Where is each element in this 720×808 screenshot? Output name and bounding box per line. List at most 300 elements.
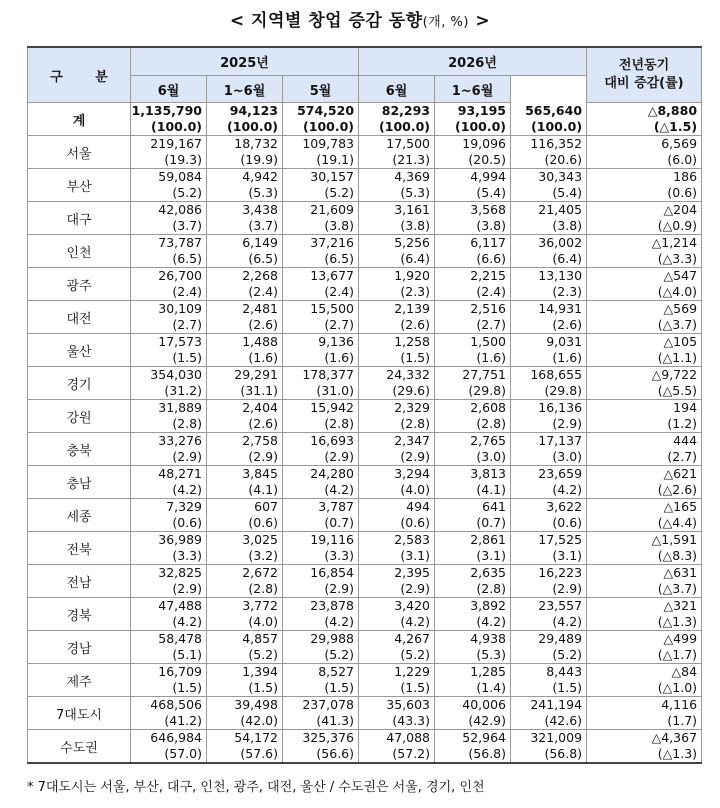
share-value: (2.9) [248, 449, 278, 464]
share-value: (41.2) [164, 713, 202, 728]
share-value: (2.4) [476, 284, 507, 299]
table-row [28, 169, 702, 202]
region-name: 대구 [28, 202, 131, 235]
table-row [28, 730, 702, 764]
value-cell [207, 697, 283, 730]
count-value: 2,672 [242, 565, 278, 580]
value-cell [283, 400, 359, 433]
count-value: 4,994 [470, 169, 507, 184]
share-value: (1.4) [476, 680, 507, 695]
share-value: (100.0) [455, 119, 507, 134]
count-value: 19,116 [310, 532, 355, 547]
value-cell [131, 598, 207, 631]
value-cell [283, 367, 359, 400]
table-body [28, 103, 702, 764]
share-value: (3.0) [552, 449, 583, 464]
share-value: (41.3) [316, 713, 355, 728]
value-cell [283, 334, 359, 367]
count-value: 2,765 [470, 433, 507, 448]
region-name: 인천 [28, 235, 131, 268]
value-cell [587, 268, 702, 301]
count-value: △569 [663, 301, 698, 316]
share-value: (2.9) [400, 449, 431, 464]
count-value: 219,167 [150, 136, 202, 151]
count-value: 6,117 [470, 235, 507, 250]
share-value: (19.9) [240, 152, 278, 167]
share-value: (3.8) [400, 218, 431, 233]
share-value: (4.2) [476, 614, 507, 629]
count-value: 565,640 [525, 102, 583, 118]
table-row [28, 136, 702, 169]
value-cell [207, 730, 283, 764]
value-cell [131, 565, 207, 598]
share-value: (100.0) [531, 118, 583, 134]
share-value: (5.3) [400, 185, 431, 200]
share-value: (43.3) [392, 713, 431, 728]
value-cell [131, 433, 207, 466]
header-change-line1: 전년동기 [618, 58, 670, 73]
value-cell [587, 532, 702, 565]
count-value: 2,395 [394, 565, 431, 580]
share-value: (1.5) [248, 680, 278, 695]
value-cell [435, 235, 511, 268]
count-value: 42,086 [158, 202, 202, 217]
value-cell [283, 169, 359, 202]
count-value: 178,377 [302, 367, 355, 382]
title-main: < 지역별 창업 증감 동향 [229, 11, 423, 31]
value-cell [511, 136, 587, 169]
count-value: 94,123 [229, 103, 278, 118]
share-value: (3.7) [248, 218, 278, 233]
share-value: (100.0) [303, 119, 355, 134]
value-cell [359, 565, 435, 598]
share-value: (5.1) [172, 647, 202, 662]
share-value: (3.1) [552, 548, 583, 563]
count-value: 16,223 [538, 565, 583, 580]
share-value: (2.7) [172, 317, 202, 332]
count-value: 32,825 [158, 565, 202, 580]
table-row [28, 631, 702, 664]
value-cell [207, 235, 283, 268]
share-value: (5.3) [248, 185, 278, 200]
table-row [28, 433, 702, 466]
value-cell [587, 367, 702, 400]
share-value: (2.7) [667, 449, 698, 464]
value-cell [587, 565, 702, 598]
share-value: (2.4) [324, 284, 355, 299]
count-value: 30,109 [158, 301, 202, 316]
share-value: (6.0) [667, 152, 698, 167]
share-value: (31.1) [240, 383, 278, 398]
value-cell [207, 598, 283, 631]
share-value: (△1.1) [657, 350, 698, 365]
value-cell [359, 400, 435, 433]
table-row [28, 466, 702, 499]
count-value: 17,137 [538, 433, 583, 448]
share-value: (2.3) [552, 284, 583, 299]
value-cell [359, 268, 435, 301]
value-cell [511, 499, 587, 532]
count-value: 9,031 [546, 334, 583, 349]
count-value: 4,267 [394, 631, 431, 646]
count-value: 2,481 [242, 301, 278, 316]
value-cell [131, 235, 207, 268]
count-value: 36,002 [538, 235, 583, 250]
value-cell [435, 334, 511, 367]
share-value: (6.4) [400, 251, 431, 266]
count-value: 241,194 [530, 697, 583, 712]
share-value: (2.9) [172, 581, 202, 596]
title-close: > [468, 11, 491, 31]
value-cell [207, 136, 283, 169]
share-value: (6.6) [476, 251, 507, 266]
count-value: 33,276 [158, 433, 202, 448]
share-value: (19.3) [164, 152, 202, 167]
value-cell [359, 532, 435, 565]
share-value: (56.8) [468, 746, 507, 761]
share-value: (△1.7) [657, 647, 698, 662]
count-value: 2,516 [470, 301, 507, 316]
value-cell [207, 466, 283, 499]
count-value: 31,889 [158, 400, 202, 415]
value-cell [131, 631, 207, 664]
count-value: 4,116 [661, 697, 698, 712]
count-value: 73,787 [158, 235, 202, 250]
share-value: (57.0) [164, 746, 202, 761]
table-row [28, 400, 702, 433]
value-cell [131, 730, 207, 764]
share-value: (1.5) [400, 350, 431, 365]
count-value: 3,772 [242, 598, 278, 613]
count-value: 2,635 [470, 565, 507, 580]
region-name: 대전 [28, 301, 131, 334]
count-value: 1,135,790 [131, 103, 202, 118]
share-value: (2.9) [324, 449, 355, 464]
count-value: 23,659 [538, 466, 583, 481]
share-value: (3.0) [476, 449, 507, 464]
count-value: 16,693 [310, 433, 355, 448]
value-cell [587, 697, 702, 730]
count-value: 6,569 [661, 136, 698, 151]
value-cell [435, 532, 511, 565]
value-cell [359, 202, 435, 235]
value-cell [283, 532, 359, 565]
count-value: 2,608 [470, 400, 507, 415]
count-value: 1,920 [394, 268, 431, 283]
count-value: 646,984 [150, 730, 202, 745]
share-value: (0.6) [552, 515, 583, 530]
share-value: (2.6) [248, 416, 278, 431]
value-cell [587, 433, 702, 466]
value-cell [511, 301, 587, 334]
value-cell [587, 664, 702, 697]
count-value: 109,783 [302, 136, 355, 151]
startup-region-table [27, 46, 702, 764]
count-value: 494 [406, 499, 431, 514]
value-cell [283, 598, 359, 631]
share-value: (3.1) [400, 548, 431, 563]
value-cell [435, 400, 511, 433]
table-row [28, 103, 702, 136]
region-name: 충북 [28, 433, 131, 466]
count-value: 17,573 [158, 334, 202, 349]
region-name: 세종 [28, 499, 131, 532]
share-value: (2.4) [172, 284, 202, 299]
value-cell [207, 499, 283, 532]
table-row [28, 301, 702, 334]
count-value: 5,256 [394, 235, 431, 250]
count-value: 30,343 [538, 169, 583, 184]
share-value: (2.3) [400, 284, 431, 299]
count-value: 3,025 [242, 532, 278, 547]
share-value: (5.4) [552, 185, 583, 200]
share-value: (3.8) [324, 218, 355, 233]
count-value: △105 [663, 334, 698, 349]
header-2026-jun: 6월 [359, 76, 435, 103]
share-value: (3.8) [552, 218, 583, 233]
count-value: 36,989 [158, 532, 202, 547]
value-cell [359, 367, 435, 400]
count-value: 48,271 [158, 466, 202, 481]
count-value: 116,352 [530, 136, 583, 151]
count-value: 14,931 [538, 301, 583, 316]
value-cell [587, 730, 702, 764]
region-name: 광주 [28, 268, 131, 301]
share-value: (2.4) [248, 284, 278, 299]
count-value: 29,988 [310, 631, 355, 646]
region-name: 수도권 [28, 730, 131, 764]
share-value: (100.0) [379, 119, 431, 134]
value-cell [511, 433, 587, 466]
share-value: (2.8) [400, 416, 431, 431]
value-cell [207, 433, 283, 466]
share-value: (5.2) [552, 647, 583, 662]
share-value: (△0.9) [657, 218, 698, 233]
value-cell [511, 367, 587, 400]
share-value: (2.6) [400, 317, 431, 332]
value-cell [587, 499, 702, 532]
count-value: 8,527 [318, 664, 355, 679]
share-value: (1.5) [324, 680, 355, 695]
share-value: (2.9) [552, 416, 583, 431]
value-cell [435, 202, 511, 235]
count-value: 444 [673, 433, 698, 448]
value-cell [511, 730, 587, 764]
value-cell [511, 169, 587, 202]
count-value: 6,149 [242, 235, 278, 250]
count-value: △84 [671, 664, 698, 679]
value-cell [283, 202, 359, 235]
value-cell [587, 136, 702, 169]
value-cell [283, 268, 359, 301]
share-value: (29.6) [392, 383, 431, 398]
share-value: (5.3) [476, 647, 507, 662]
value-cell [587, 202, 702, 235]
count-value: △8,880 [647, 103, 698, 118]
share-value: (4.2) [324, 614, 355, 629]
value-cell [587, 103, 702, 136]
share-value: (5.2) [400, 647, 431, 662]
count-value: 17,500 [386, 136, 431, 151]
header-2025-jan-jun: 1~6월 [207, 76, 283, 103]
count-value: 1,285 [470, 664, 507, 679]
region-name: 계 [28, 103, 131, 136]
share-value: (2.9) [400, 581, 431, 596]
value-cell [511, 664, 587, 697]
count-value: 9,136 [318, 334, 355, 349]
count-value: 4,942 [242, 169, 278, 184]
share-value: (4.1) [248, 482, 278, 497]
value-cell [587, 301, 702, 334]
value-cell [435, 631, 511, 664]
table-row [28, 532, 702, 565]
share-value: (2.8) [476, 581, 507, 596]
share-value: (2.8) [324, 416, 355, 431]
count-value: 29,291 [234, 367, 278, 382]
region-name: 울산 [28, 334, 131, 367]
count-value: 21,609 [310, 202, 355, 217]
count-value: 574,520 [297, 103, 355, 118]
share-value: (42.0) [240, 713, 278, 728]
share-value: (2.8) [476, 416, 507, 431]
value-cell [207, 565, 283, 598]
count-value: 21,405 [538, 202, 583, 217]
share-value: (1.6) [324, 350, 355, 365]
value-cell [131, 400, 207, 433]
table-title [0, 6, 720, 31]
value-cell [359, 466, 435, 499]
value-cell [283, 499, 359, 532]
value-cell [587, 235, 702, 268]
share-value: (3.8) [476, 218, 507, 233]
count-value: 54,172 [234, 730, 278, 745]
value-cell [283, 136, 359, 169]
share-value: (5.2) [172, 185, 202, 200]
share-value: (19.1) [316, 152, 355, 167]
count-value: 354,030 [150, 367, 202, 382]
count-value: 2,861 [470, 532, 507, 547]
value-cell [359, 235, 435, 268]
value-cell [359, 433, 435, 466]
value-cell [587, 334, 702, 367]
value-cell [511, 697, 587, 730]
share-value: (20.6) [544, 152, 583, 167]
count-value: 29,489 [538, 631, 583, 646]
count-value: 16,136 [538, 400, 583, 415]
count-value: △165 [663, 499, 698, 514]
share-value: (3.3) [172, 548, 202, 563]
count-value: △9,722 [651, 367, 698, 382]
share-value: (△3.7) [657, 581, 698, 596]
count-value: 58,478 [158, 631, 202, 646]
value-cell [435, 301, 511, 334]
region-name: 서울 [28, 136, 131, 169]
table-row [28, 334, 702, 367]
count-value: 325,376 [302, 730, 355, 745]
table-row [28, 367, 702, 400]
share-value: (2.9) [172, 449, 202, 464]
share-value: (4.1) [476, 482, 507, 497]
share-value: (56.6) [316, 746, 355, 761]
table-row [28, 268, 702, 301]
count-value: 607 [254, 499, 278, 514]
value-cell [435, 697, 511, 730]
count-value: △499 [663, 631, 698, 646]
value-cell [587, 169, 702, 202]
table-row [28, 598, 702, 631]
header-2025-jun: 6월 [131, 76, 207, 103]
count-value: 3,892 [470, 598, 507, 613]
value-cell [131, 136, 207, 169]
value-cell [207, 400, 283, 433]
share-value: (1.6) [248, 350, 278, 365]
count-value: 237,078 [302, 697, 355, 712]
count-value: △621 [663, 466, 698, 481]
count-value: 52,964 [462, 730, 507, 745]
value-cell [131, 466, 207, 499]
value-cell [511, 202, 587, 235]
count-value: 1,229 [394, 664, 431, 679]
value-cell [511, 268, 587, 301]
value-cell [283, 565, 359, 598]
share-value: (3.2) [248, 548, 278, 563]
value-cell [511, 400, 587, 433]
table-row [28, 499, 702, 532]
count-value: △321 [663, 598, 698, 613]
value-cell [283, 631, 359, 664]
share-value: (△2.6) [657, 482, 698, 497]
share-value: (△4.4) [657, 515, 698, 530]
count-value: 4,369 [394, 169, 431, 184]
count-value: 47,088 [386, 730, 431, 745]
value-cell [131, 499, 207, 532]
value-cell [435, 367, 511, 400]
share-value: (4.0) [248, 614, 278, 629]
count-value: △4,367 [651, 730, 698, 745]
value-cell [207, 367, 283, 400]
share-value: (△1.0) [657, 680, 698, 695]
region-name: 경기 [28, 367, 131, 400]
count-value: 24,332 [386, 367, 431, 382]
count-value: 2,347 [394, 433, 431, 448]
count-value: 168,655 [530, 367, 583, 382]
share-value: (2.7) [476, 317, 507, 332]
value-cell [359, 664, 435, 697]
value-cell [283, 103, 359, 136]
count-value: 18,732 [234, 136, 278, 151]
count-value: 3,568 [470, 202, 507, 217]
region-name: 전북 [28, 532, 131, 565]
value-cell [435, 499, 511, 532]
count-value: 24,280 [310, 466, 355, 481]
value-cell [511, 334, 587, 367]
header-2026-may: 5월 [283, 76, 359, 103]
value-cell [587, 598, 702, 631]
share-value: (△8.3) [657, 548, 698, 563]
share-value: (3.7) [172, 218, 202, 233]
value-cell [435, 169, 511, 202]
count-value: 2,404 [242, 400, 278, 415]
header-year-2025: 2025년 [131, 47, 359, 76]
region-name: 경남 [28, 631, 131, 664]
count-value: 82,293 [381, 103, 431, 118]
share-value: (2.7) [324, 317, 355, 332]
count-value: 15,942 [310, 400, 355, 415]
header-label: 구 분 [28, 47, 131, 103]
value-cell [131, 334, 207, 367]
value-cell [131, 103, 207, 136]
share-value: (1.5) [172, 350, 202, 365]
